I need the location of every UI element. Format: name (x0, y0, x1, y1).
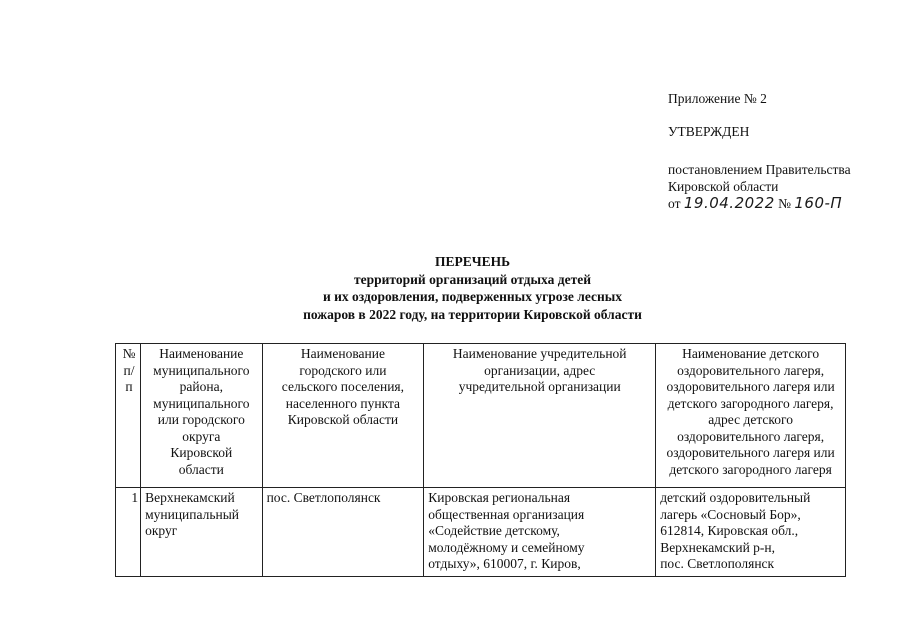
handwritten-number: 160-П (794, 194, 843, 212)
header-district: Наименование муниципального района, муниципального или городского округа Кировской области (141, 344, 262, 488)
header-settlement: Наименование городского или сельского поселения, населенного пункта Кировской области (262, 344, 424, 488)
header-organization: Наименование учредительной организации, адрес учредительной организации (424, 344, 656, 488)
cell-settlement: пос. Светлополянск (262, 488, 424, 577)
cell-organization: Кировская региональная общественная организация «Содействие детскому, молодёжному и семейному отдыху», 610007, г. Киров, (424, 488, 656, 577)
table-row (116, 488, 846, 577)
cell-camp: детский оздоровительный лагерь «Сосновый Бор», 612814, Кировская обл., Верхнекамский р-н, пос. Светлополянск (656, 488, 846, 577)
decree-line-2: Кировской области (668, 179, 779, 194)
decree-block (668, 161, 851, 212)
approved-block (668, 123, 749, 140)
date-prefix: от (668, 196, 681, 211)
header-number: № п/п (116, 344, 141, 488)
approved-label: УТВЕРЖДЕН (668, 124, 750, 139)
header-camp: Наименование детского оздоровительного лагеря, оздоровительного лагеря или детского загородного лагеря, адрес детского оздоровительного лагеря, оздоровительного лагеря или детского загородного лагеря (656, 344, 846, 488)
decree-date-line (668, 195, 851, 212)
handwritten-date: 19.04.2022 (683, 194, 775, 212)
cell-district: Верхнекамский муниципальный округ (141, 488, 262, 577)
number-prefix: № (778, 196, 792, 211)
table-header-row (116, 344, 846, 488)
document-title (0, 253, 905, 323)
decree-line-1: постановлением Правительства (668, 162, 851, 177)
appendix-number: Приложение № 2 (668, 91, 767, 106)
title-line-1: ПЕРЕЧЕНЬ (434, 254, 511, 269)
title-line-4: пожаров в 2022 году, на территории Кировской области (303, 306, 642, 322)
title-line-2: территорий организаций отдыха детей (354, 271, 591, 287)
title-line-3: и их оздоровления, подверженных угрозе лесных (322, 289, 623, 304)
camps-table (115, 343, 846, 577)
appendix-block (668, 90, 767, 107)
cell-number: 1 (116, 488, 141, 577)
